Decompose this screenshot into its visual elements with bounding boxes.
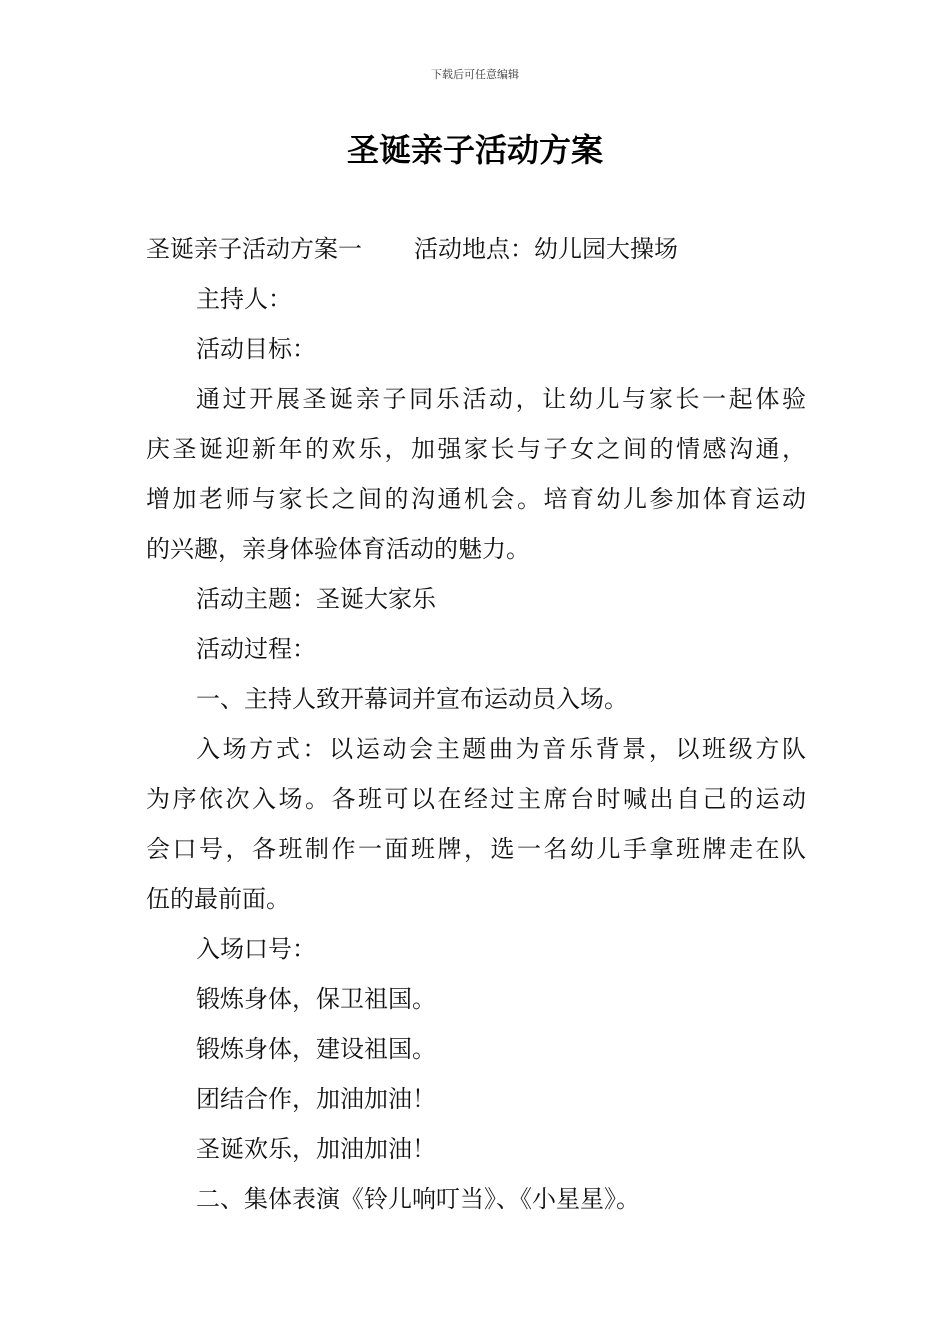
- text-line: 增加老师与家长之间的沟通机会。培育幼儿参加体育运动: [146, 485, 806, 513]
- text-line: 活动主题：圣诞大家乐: [196, 585, 436, 613]
- section-heading: 圣诞亲子活动方案一: [146, 235, 362, 263]
- text-line: 会口号，各班制作一面班牌，选一名幼儿手拿班牌走在队: [146, 835, 806, 863]
- text-line: 主持人：: [196, 285, 292, 313]
- text-line: 入场口号：: [196, 935, 316, 963]
- text-line: 活动过程：: [196, 635, 316, 663]
- text-line: 团结合作，加油加油！: [196, 1085, 436, 1113]
- text-line: 二、集体表演《铃儿响叮当》、《小星星》。: [196, 1185, 640, 1213]
- text-line: 的兴趣，亲身体验体育活动的魅力。: [146, 535, 530, 563]
- text-line: 通过开展圣诞亲子同乐活动，让幼儿与家长一起体验: [196, 385, 806, 413]
- text-line: 为序依次入场。各班可以在经过主席台时喊出自己的运动: [146, 785, 806, 813]
- header-note: 下载后可任意编辑: [431, 68, 519, 81]
- first-line: [146, 224, 806, 274]
- document-body: [146, 224, 806, 1224]
- text-line: 庆圣诞迎新年的欢乐，加强家长与子女之间的情感沟通，: [146, 435, 806, 463]
- text-line: 活动目标：: [196, 335, 316, 363]
- text-line: 一、主持人致开幕词并宣布运动员入场。: [196, 685, 628, 713]
- text-line: 伍的最前面。: [146, 885, 290, 913]
- paragraph-lines: [146, 274, 806, 1224]
- text-line: 锻炼身体，建设祖国。: [196, 1035, 436, 1063]
- document-title: 圣诞亲子活动方案: [346, 131, 603, 169]
- activity-location: 活动地点：幼儿园大操场: [414, 235, 678, 263]
- text-line: 圣诞欢乐，加油加油！: [196, 1135, 436, 1163]
- text-line: 锻炼身体，保卫祖国。: [196, 985, 436, 1013]
- text-line: 入场方式：以运动会主题曲为音乐背景，以班级方队: [196, 735, 806, 763]
